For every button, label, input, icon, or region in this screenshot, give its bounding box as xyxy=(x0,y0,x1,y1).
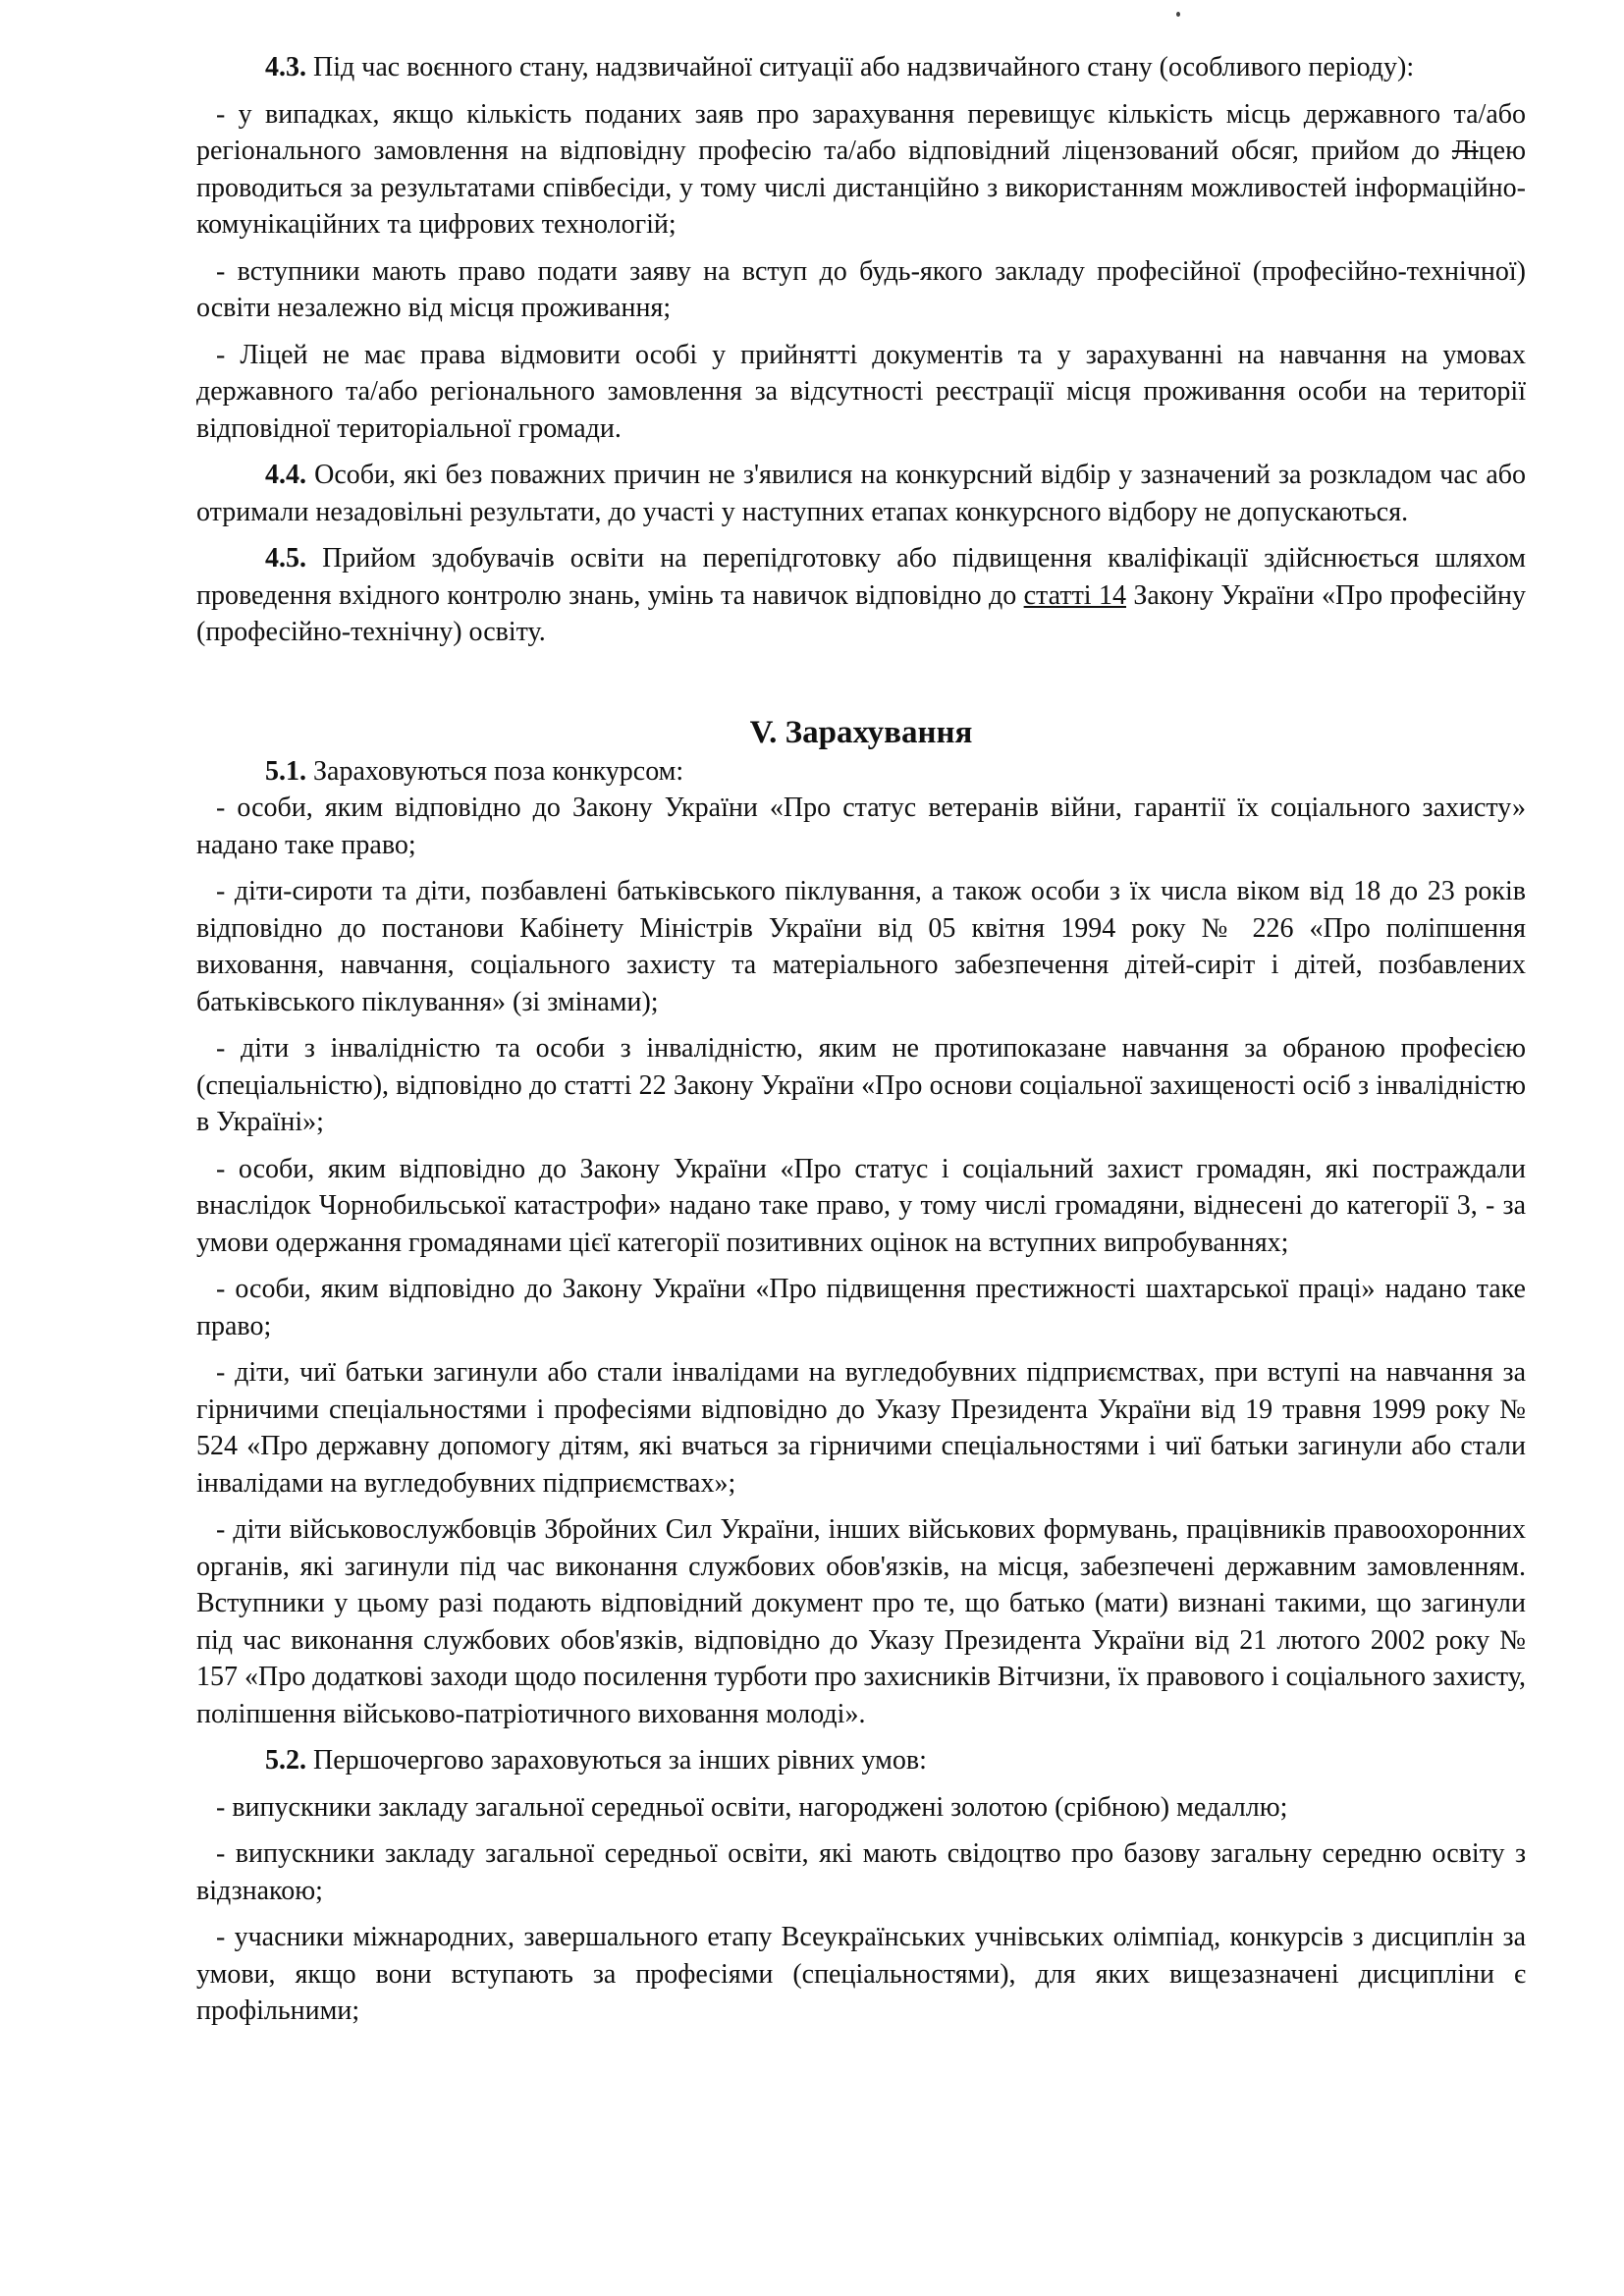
struck-text: Лі xyxy=(1451,136,1479,166)
paragraph-4-3-item-1 xyxy=(196,96,1526,244)
clause-number: 4.3. xyxy=(265,52,306,82)
list-item: - діти з інвалідністю та особи з інвалідністю, яким не протипоказане навчання за обраною професією (спеціальністю), відповідно до статті 22 Закону України «Про основи соціальної захищеності осіб з інвалідністю в Україні»; xyxy=(196,1033,1526,1137)
list-item: - діти, чиї батьки загинули або стали інвалідами на вугледобувних підприємствах, при вступі на навчання за гірничими спеціальностями і професіями відповідно до Указу Президента України від 19 травня 1999 року № 524 «Про державну допомогу дітям, які вчаться за гірничими спеціальностями і чиї батьки загинули або стали інвалідами на вугледобувних підприємствах»; xyxy=(196,1357,1526,1499)
clause-text: Під час воєнного стану, надзвичайної ситуації або надзвичайного стану (особливого періоду): xyxy=(306,52,1415,82)
section-heading: V. Зарахування xyxy=(749,714,973,750)
paragraph-5-2 xyxy=(196,1742,1526,1779)
clause-number: 4.4. xyxy=(265,460,306,490)
list-item: - особи, яким відповідно до Закону України «Про підвищення престижності шахтарської праці» надано таке право; xyxy=(196,1274,1526,1341)
paragraph-5-1 xyxy=(196,753,1526,791)
paragraph-4-5 xyxy=(196,540,1526,651)
list-item: - особи, яким відповідно до Закону України «Про статус і соціальний захист громадян, які постраждали внаслідок Чорнобильської катастрофи» надано таке право, у тому числі громадяни, віднесені до категорії 3, - за умови одержання громадянами цієї категорії позитивних оцінок на вступних випробуваннях; xyxy=(196,1153,1526,1258)
paragraph-4-3 xyxy=(196,49,1526,86)
clause-number: 4.5. xyxy=(265,543,306,574)
clause-text: Прийом здобувачів освіти на перепідготовку або підвищення кваліфікації здійснюється шляхом проведення вхідного контролю знань, умінь та навичок відповідно до xyxy=(196,543,1526,611)
clause-text: Першочергово зараховуються за інших рівних умов: xyxy=(306,1745,927,1776)
paragraph-4-4 xyxy=(196,457,1526,530)
list-item: - учасники міжнародних, завершального етапу Всеукраїнських учнівських олімпіад, конкурсів з дисциплін за умови, якщо вони вступають за професіями (спеціальностями), для яких вищезазначені дисципліни є профільними; xyxy=(196,1922,1526,2026)
clause-number: 5.2. xyxy=(265,1745,306,1776)
scan-speck xyxy=(1176,12,1180,17)
list-item: - випускники закладу загальної середньої освіти, нагороджені золотою (срібною) медаллю; xyxy=(216,1791,1288,1823)
paragraph-4-3-item-2: - вступники мають право подати заяву на вступ до будь-якого закладу професійної (професійно-технічної) освіти незалежно від місця проживання; xyxy=(196,255,1526,323)
item-text: - у випадках, якщо кількість поданих заяв про зарахування перевищує кількість місць державного та/або регіонального замовлення на відповідну професію та/або відповідний ліцензований обсяг, прийом до xyxy=(196,98,1526,166)
list-item: - діти військовослужбовців Збройних Сил України, інших військових формувань, працівників правоохоронних органів, які загинули під час виконання службових обов'язків, на місця, забезпечені державним замовленням. Вступники у цьому разі подають відповідний документ про те, що батько (мати) визнані такими, що загинули під час виконання службових обов'язків, відповідно до Указу Президента України від 21 лютого 2002 року № 157 «Про додаткові заходи щодо посилення турботи про захисників Вітчизни, їх правового і соціального захисту, поліпшення військово-патріотичного виховання молоді». xyxy=(196,1514,1526,1729)
paragraph-4-3-item-3: - Ліцей не має права відмовити особі у прийнятті документів та у зарахуванні на навчання на умовах державного та/або регіонального замовлення за відсутності реєстрації місця проживання особи на території відповідної територіальної громади. xyxy=(196,339,1526,444)
list-item: - випускники закладу загальної середньої освіти, які мають свідоцтво про базову загальну середню освіту з відзнакою; xyxy=(196,1838,1526,1906)
list-item: - діти-сироти та діти, позбавлені батьківського піклування, а також особи з їх числа віком від 18 до 23 років відповідно до постанови Кабінету Міністрів України від 05 квітня 1994 року № 226 «Про поліпшення виховання, навчання, соціального захисту та матеріального забезпечення дітей-сиріт і дітей, позбавлених батьківського піклування» (зі змінами); xyxy=(196,876,1526,1017)
clause-text: Зараховуються поза конкурсом: xyxy=(306,755,684,787)
clause-text: Закону України «Про професійну (професійно-технічну) освіту. xyxy=(196,579,1526,647)
clause-text: Особи, які без поважних причин не з'явилися на конкурсний відбір у зазначений за розкладом час або отримали незадовільні результати, до участі у наступних етапах конкурсного відбору не допускаються. xyxy=(196,460,1526,527)
law-article-link[interactable]: статті 14 xyxy=(1023,579,1126,611)
list-item: - особи, яким відповідно до Закону України «Про статус ветеранів війни, гарантії їх соціального захисту» надано таке право; xyxy=(196,793,1526,860)
clause-number: 5.1. xyxy=(265,755,306,787)
item-text: цею проводиться за результатами співбесіди, у тому числі дистанційно з використанням можливостей інформаційно-комунікаційних та цифрових технологій; xyxy=(196,136,1526,240)
